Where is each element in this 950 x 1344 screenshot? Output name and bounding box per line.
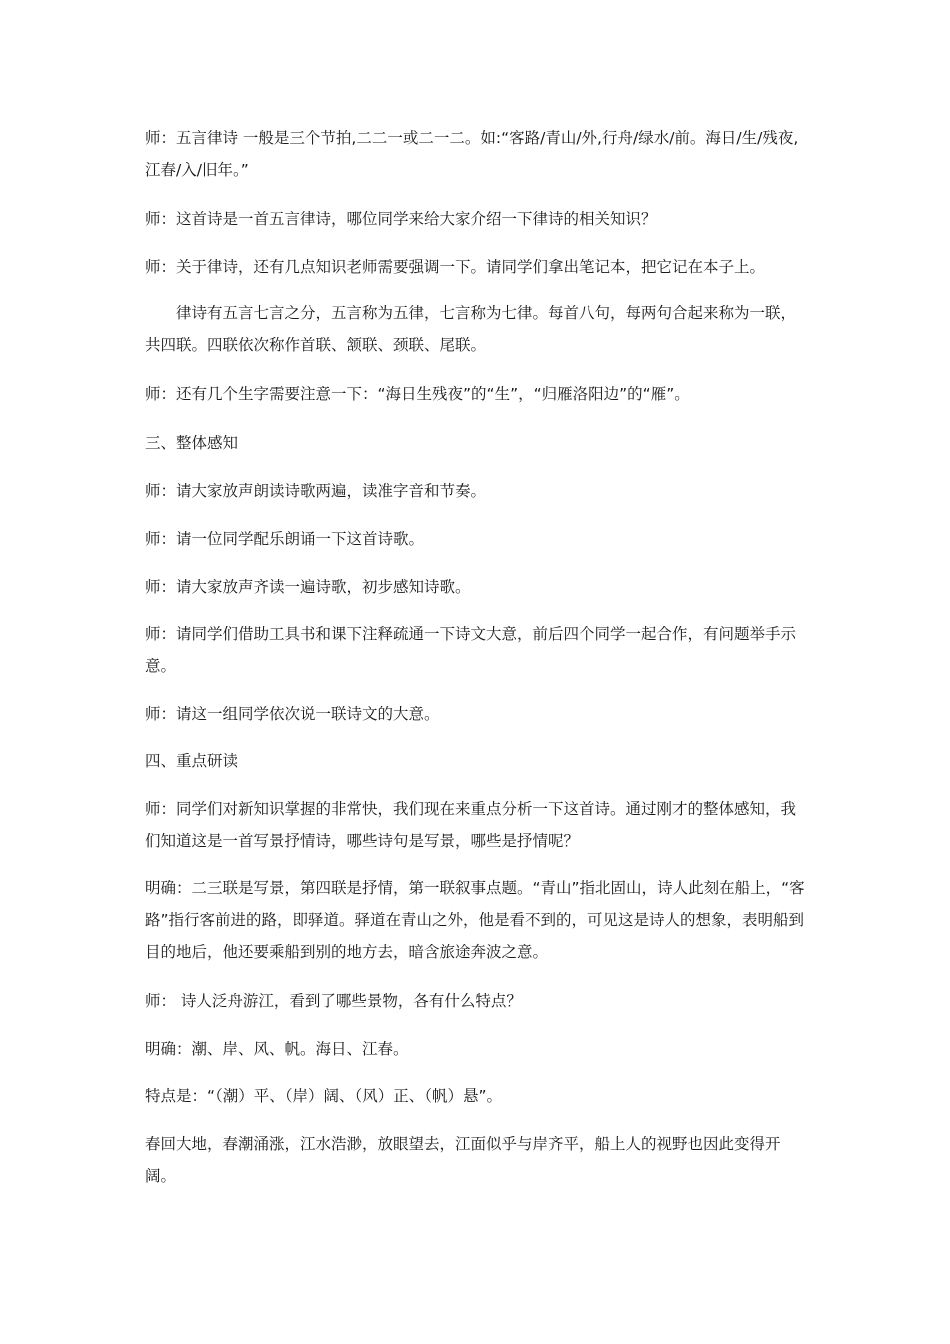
paragraph-analysis-question: 师：同学们对新知识掌握的非常快，我们现在来重点分析一下这首诗。通过刚才的整体感知，我们知道这是一首写景抒情诗，哪些诗句是写景，哪些是抒情呢？ bbox=[145, 800, 797, 850]
section-heading-key-reading: 四、重点研读 bbox=[145, 752, 239, 770]
paragraph-recite-music: 师：请一位同学配乐朗诵一下这首诗歌。 bbox=[145, 530, 425, 548]
paragraph-scenery-question: 师： 诗人泛舟游江，看到了哪些景物，各有什么特点？ bbox=[145, 992, 522, 1010]
section-heading-overall-perception: 三、整体感知 bbox=[145, 434, 239, 452]
paragraph-notes-instruction: 师：关于律诗，还有几点知识老师需要强调一下。请同学们拿出笔记本，把它记在本子上。 bbox=[145, 258, 766, 276]
paragraph-question-intro: 师：这首诗是一首五言律诗，哪位同学来给大家介绍一下律诗的相关知识？ bbox=[145, 210, 657, 228]
paragraph-answer-scenery: 明确：潮、岸、风、帆。海日、江春。 bbox=[145, 1040, 409, 1058]
paragraph-rhythm-note: 师：五言律诗 一般是三个节拍,二二一或二一二。如:“客路/青山/外,行舟/绿水/前。海日/生/残夜,江春/入/旧年。” bbox=[145, 129, 799, 179]
paragraph-group-explain: 师：请这一组同学依次说一联诗文的大意。 bbox=[145, 705, 440, 723]
paragraph-spring-description: 春回大地，春潮涌涨，江水浩渺，放眼望去，江面似乎与岸齐平，船上人的视野也因此变得开阔。 bbox=[145, 1135, 781, 1185]
paragraph-read-together: 师：请大家放声齐读一遍诗歌，初步感知诗歌。 bbox=[145, 578, 471, 596]
paragraph-features: 特点是：“（潮）平、（岸）阔、（风）正、（帆）悬”。 bbox=[145, 1087, 503, 1105]
paragraph-read-aloud: 师：请大家放声朗读诗歌两遍，读准字音和节奏。 bbox=[145, 482, 487, 500]
paragraph-group-work: 师：请同学们借助工具书和课下注释疏通一下诗文大意，前后四个同学一起合作，有问题举手示意。 bbox=[145, 625, 797, 675]
paragraph-answer-structure: 明确：二三联是写景，第四联是抒情，第一联叙事点题。“青山”指北固山，诗人此刻在船上，“客路”指行客前进的路，即驿道。驿道在青山之外，他是看不到的，可见这是诗人的想象，表明船到目的地后，他还要乘船到别的地方去，暗含旅途奔波之意。 bbox=[145, 879, 805, 961]
paragraph-new-characters: 师：还有几个生字需要注意一下：“海日生残夜”的“生”，“归雁洛阳边”的“雁”。 bbox=[145, 385, 690, 403]
paragraph-regulated-verse-rules: 律诗有五言七言之分，五言称为五律，七言称为七律。每首八句，每两句合起来称为一联，共四联。四联依次称作首联、颔联、颈联、尾联。 bbox=[145, 304, 797, 354]
